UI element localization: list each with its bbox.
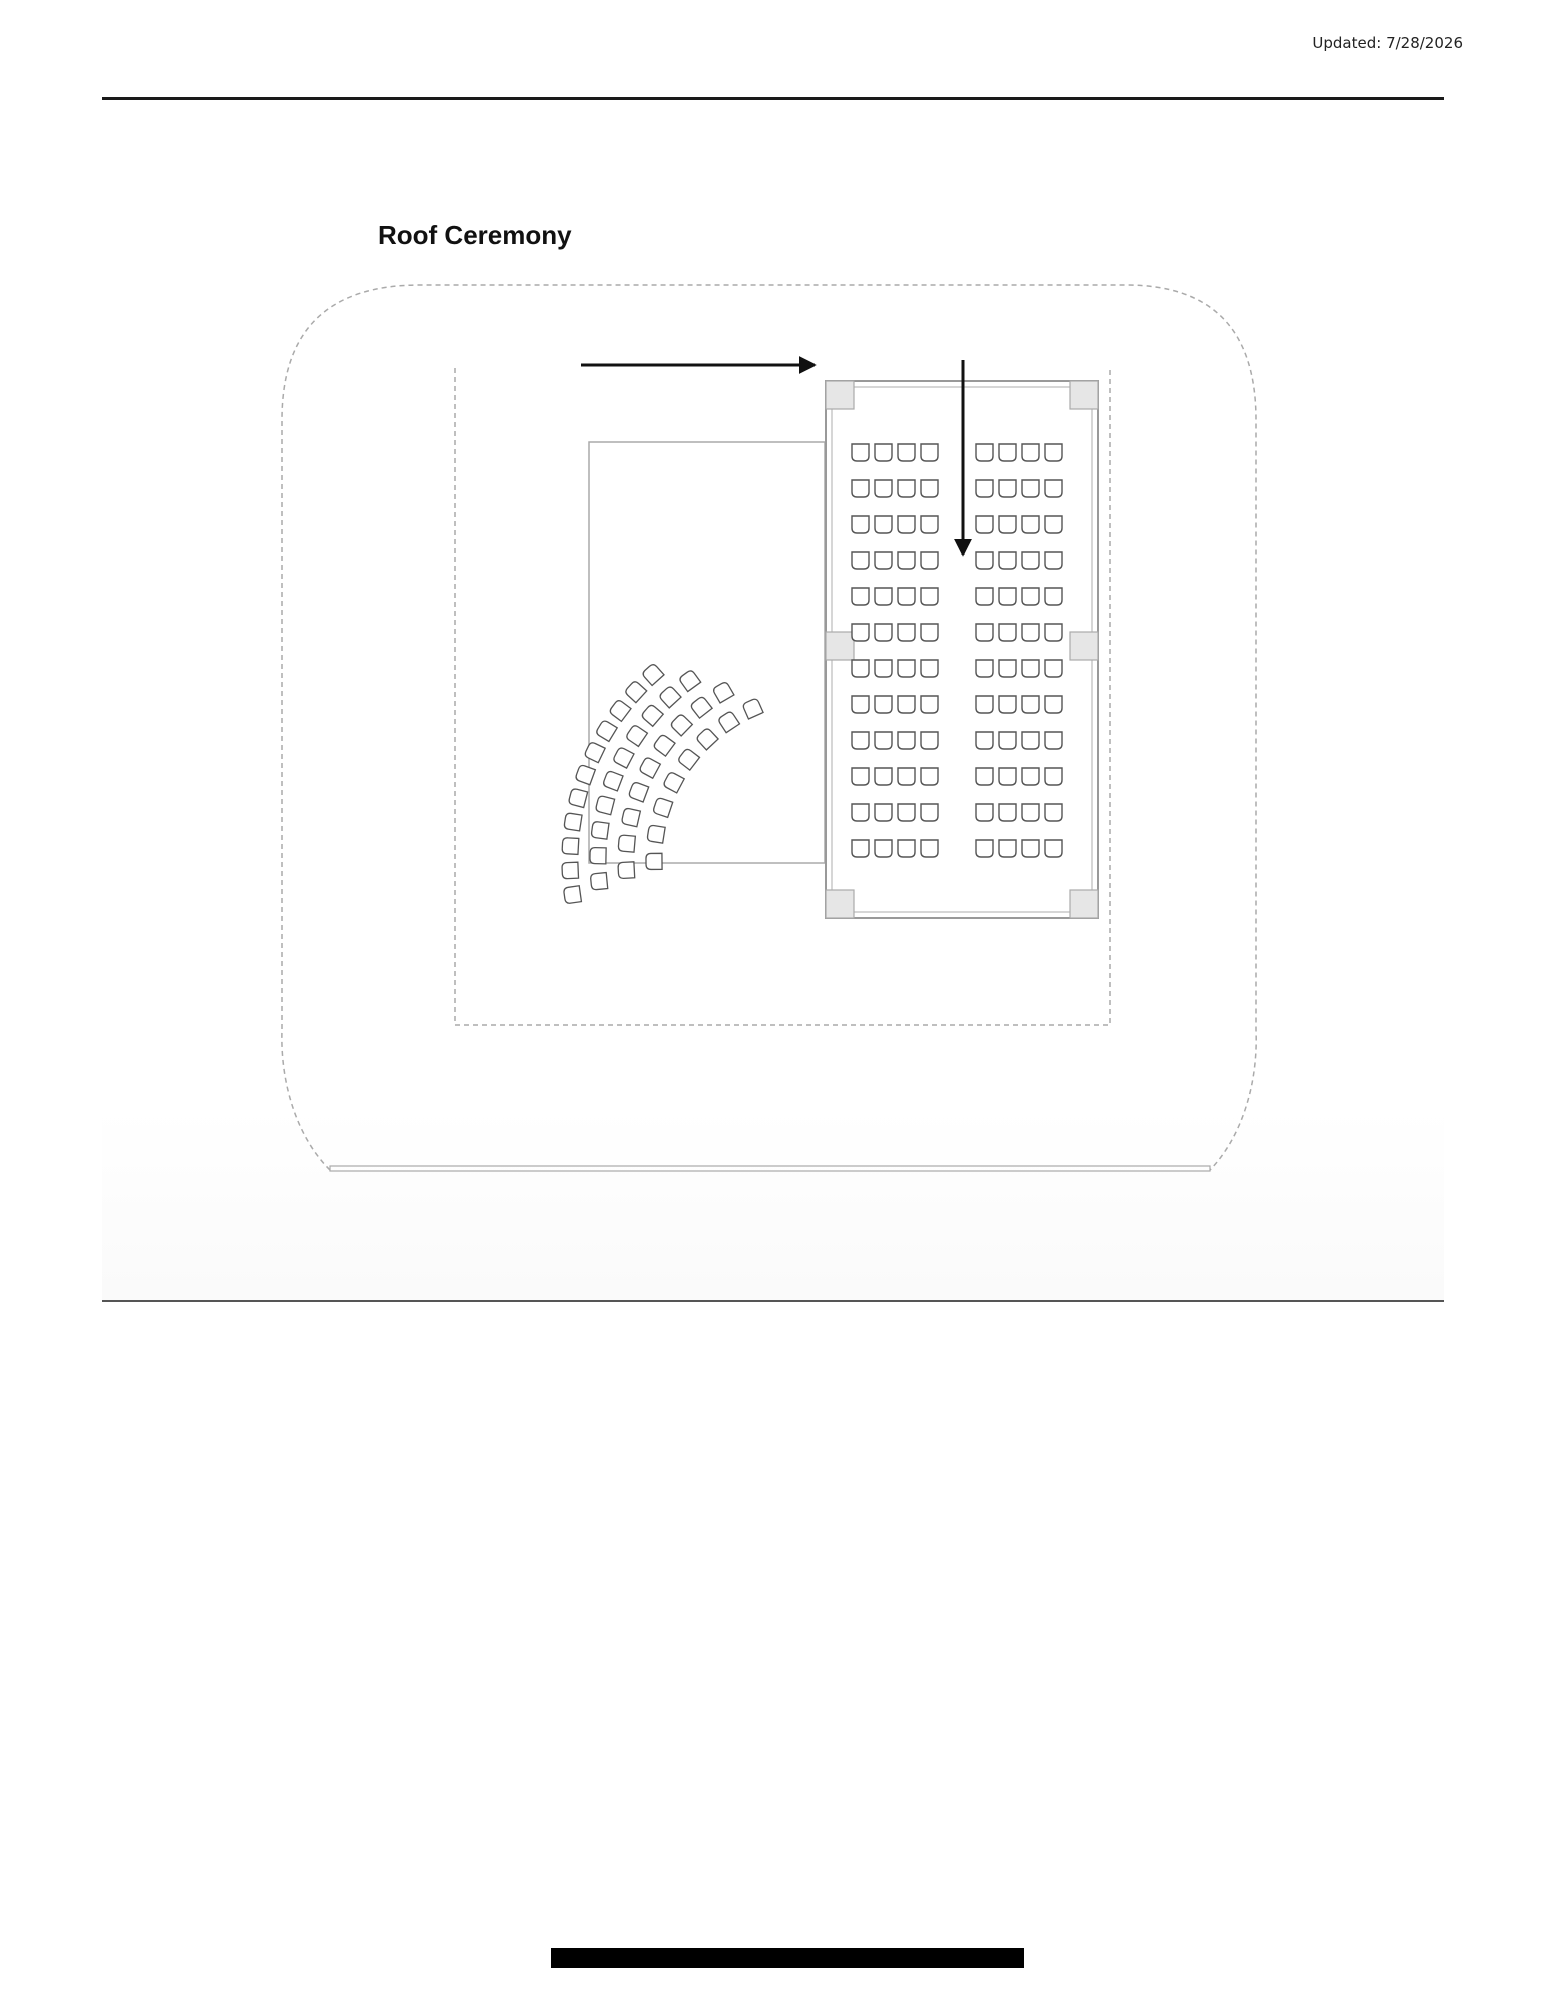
chair-icon bbox=[921, 444, 938, 461]
chair-icon bbox=[976, 480, 993, 497]
chair-icon bbox=[976, 588, 993, 605]
chair-icon bbox=[852, 768, 869, 785]
chair-icon bbox=[1022, 840, 1039, 857]
chair-icon bbox=[976, 516, 993, 533]
chair-icon bbox=[852, 624, 869, 641]
chair-icon bbox=[852, 696, 869, 713]
chair-icon bbox=[852, 804, 869, 821]
updated-date: Updated: 7/28/2026 bbox=[1312, 34, 1463, 52]
chair-icon bbox=[875, 696, 892, 713]
chair-icon bbox=[976, 840, 993, 857]
chair-icon bbox=[646, 853, 662, 869]
chair-icon bbox=[1045, 480, 1062, 497]
chair-icon bbox=[999, 660, 1016, 677]
chair-icon bbox=[976, 660, 993, 677]
chair-icon bbox=[1045, 552, 1062, 569]
chair-icon bbox=[898, 660, 915, 677]
chair-icon bbox=[1022, 660, 1039, 677]
chair-icon bbox=[1045, 732, 1062, 749]
chair-icon bbox=[591, 821, 609, 839]
chair-icon bbox=[618, 862, 635, 879]
chair-icon bbox=[999, 732, 1016, 749]
chair-icon bbox=[852, 840, 869, 857]
chair-icon bbox=[852, 588, 869, 605]
tent-post bbox=[1070, 381, 1098, 409]
side-platform bbox=[589, 442, 825, 863]
chair-icon bbox=[852, 516, 869, 533]
chair-icon bbox=[875, 444, 892, 461]
chair-icon bbox=[976, 624, 993, 641]
chair-icon bbox=[921, 588, 938, 605]
chair-icon bbox=[999, 804, 1016, 821]
chair-icon bbox=[590, 873, 607, 890]
chair-icon bbox=[1045, 840, 1062, 857]
chair-icon bbox=[921, 696, 938, 713]
roof-bottom-edge bbox=[330, 1166, 1210, 1171]
chair-icon bbox=[898, 840, 915, 857]
chair-icon bbox=[564, 813, 582, 831]
chair-icon bbox=[976, 768, 993, 785]
chair-icon bbox=[1022, 516, 1039, 533]
chair-icon bbox=[898, 732, 915, 749]
chair-icon bbox=[875, 768, 892, 785]
chair-icon bbox=[1045, 588, 1062, 605]
chair-icon bbox=[921, 480, 938, 497]
chair-icon bbox=[999, 768, 1016, 785]
chair-icon bbox=[618, 835, 635, 852]
chair-icon bbox=[921, 660, 938, 677]
chair-icon bbox=[999, 552, 1016, 569]
chair-icon bbox=[921, 516, 938, 533]
chair-icon bbox=[1045, 624, 1062, 641]
chair-icon bbox=[595, 795, 614, 814]
tent-post bbox=[826, 890, 854, 918]
chair-icon bbox=[921, 840, 938, 857]
tent-post bbox=[826, 632, 854, 660]
chair-icon bbox=[852, 480, 869, 497]
chair-icon bbox=[898, 516, 915, 533]
chair-icon bbox=[976, 444, 993, 461]
chair-icon bbox=[1022, 624, 1039, 641]
chair-icon bbox=[999, 480, 1016, 497]
chair-icon bbox=[1022, 768, 1039, 785]
chair-icon bbox=[852, 732, 869, 749]
footer-bar bbox=[551, 1948, 1024, 1968]
chair-icon bbox=[898, 804, 915, 821]
chair-icon bbox=[621, 808, 640, 827]
chair-icon bbox=[852, 552, 869, 569]
chair-icon bbox=[921, 768, 938, 785]
chair-icon bbox=[999, 696, 1016, 713]
chair-icon bbox=[1022, 804, 1039, 821]
chair-icon bbox=[852, 444, 869, 461]
chair-icon bbox=[568, 788, 587, 807]
plan-title: Roof Ceremony bbox=[378, 220, 572, 250]
chair-icon bbox=[875, 660, 892, 677]
chair-icon bbox=[852, 660, 869, 677]
chair-icon bbox=[999, 840, 1016, 857]
chair-icon bbox=[921, 804, 938, 821]
chair-icon bbox=[1022, 732, 1039, 749]
chair-icon bbox=[875, 732, 892, 749]
chair-icon bbox=[875, 588, 892, 605]
chair-icon bbox=[1045, 696, 1062, 713]
chair-icon bbox=[976, 696, 993, 713]
chair-icon bbox=[1045, 516, 1062, 533]
chair-icon bbox=[921, 552, 938, 569]
chair-icon bbox=[999, 444, 1016, 461]
chair-icon bbox=[999, 624, 1016, 641]
chair-icon bbox=[1022, 480, 1039, 497]
chair-icon bbox=[590, 848, 606, 864]
chair-icon bbox=[898, 480, 915, 497]
chair-icon bbox=[1022, 696, 1039, 713]
tent-post bbox=[1070, 632, 1098, 660]
chair-icon bbox=[898, 624, 915, 641]
chair-icon bbox=[875, 516, 892, 533]
chair-icon bbox=[898, 696, 915, 713]
chair-icon bbox=[1022, 444, 1039, 461]
chair-icon bbox=[976, 552, 993, 569]
panel-bottom-rule bbox=[102, 1300, 1444, 1302]
chair-icon bbox=[898, 588, 915, 605]
chair-icon bbox=[898, 768, 915, 785]
chair-icon bbox=[875, 804, 892, 821]
chair-icon bbox=[921, 624, 938, 641]
chair-icon bbox=[976, 804, 993, 821]
tent-post bbox=[826, 381, 854, 409]
chair-icon bbox=[1045, 660, 1062, 677]
chair-icon bbox=[875, 480, 892, 497]
chair-icon bbox=[1045, 768, 1062, 785]
chair-icon bbox=[875, 840, 892, 857]
chair-icon bbox=[999, 516, 1016, 533]
chair-icon bbox=[999, 588, 1016, 605]
chair-icon bbox=[898, 444, 915, 461]
tent-post bbox=[1070, 890, 1098, 918]
chair-icon bbox=[1045, 444, 1062, 461]
chair-icon bbox=[562, 838, 579, 855]
chair-icon bbox=[875, 624, 892, 641]
chair-icon bbox=[563, 886, 581, 904]
chair-icon bbox=[875, 552, 892, 569]
chair-icon bbox=[1022, 552, 1039, 569]
chair-icon bbox=[976, 732, 993, 749]
chair-icon bbox=[898, 552, 915, 569]
chair-icon bbox=[921, 732, 938, 749]
chair-icon bbox=[562, 862, 579, 879]
chair-icon bbox=[1022, 588, 1039, 605]
chair-icon bbox=[1045, 804, 1062, 821]
chair-icon bbox=[647, 825, 665, 843]
